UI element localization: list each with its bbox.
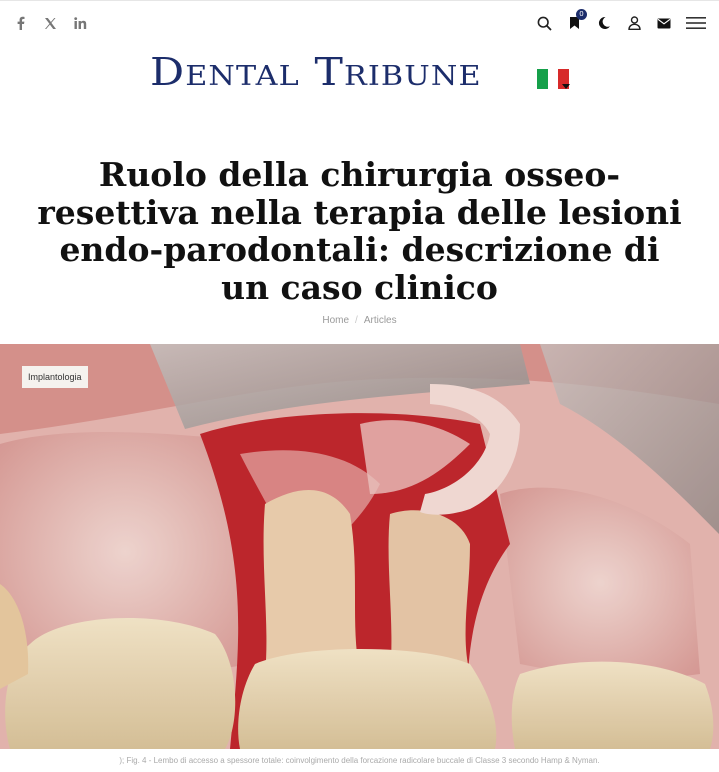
user-account-icon[interactable] [625,13,643,33]
breadcrumb [0,315,719,326]
site-logo[interactable]: Dental Tribune [150,50,482,94]
breadcrumb-articles[interactable]: Articles [363,315,397,326]
header-tools [535,10,707,33]
envelope-icon[interactable] [655,13,673,33]
breadcrumb-home[interactable]: Home [322,315,350,326]
article-hero-image [0,344,719,749]
top-bar [0,0,719,44]
x-twitter-icon[interactable] [42,15,58,31]
breadcrumb-separator: / [355,315,358,326]
social-links [12,15,88,31]
article-title: Ruolo della chirurgia osseo-resettiva nella terapia delle lesioni endo-parodontali: descrizione di un caso clinico [37,155,682,307]
image-caption: ); Fig. 4 - Lembo di accesso a spessore totale: coinvolgimento della forcazione radicolare buccale di Classe 3 secondo Hamp & Nyman. [119,756,600,765]
bookmark-count-badge: 0 [576,9,587,20]
facebook-icon[interactable] [12,15,28,31]
search-icon[interactable] [535,13,553,33]
hamburger-menu-icon[interactable] [685,13,707,33]
bookmark-icon[interactable] [565,10,584,33]
linkedin-icon[interactable] [72,15,88,31]
logo-bar [0,48,719,104]
language-caret-icon [562,84,570,90]
dark-mode-moon-icon[interactable] [595,13,613,33]
category-tag[interactable]: Implantologia [22,366,88,388]
